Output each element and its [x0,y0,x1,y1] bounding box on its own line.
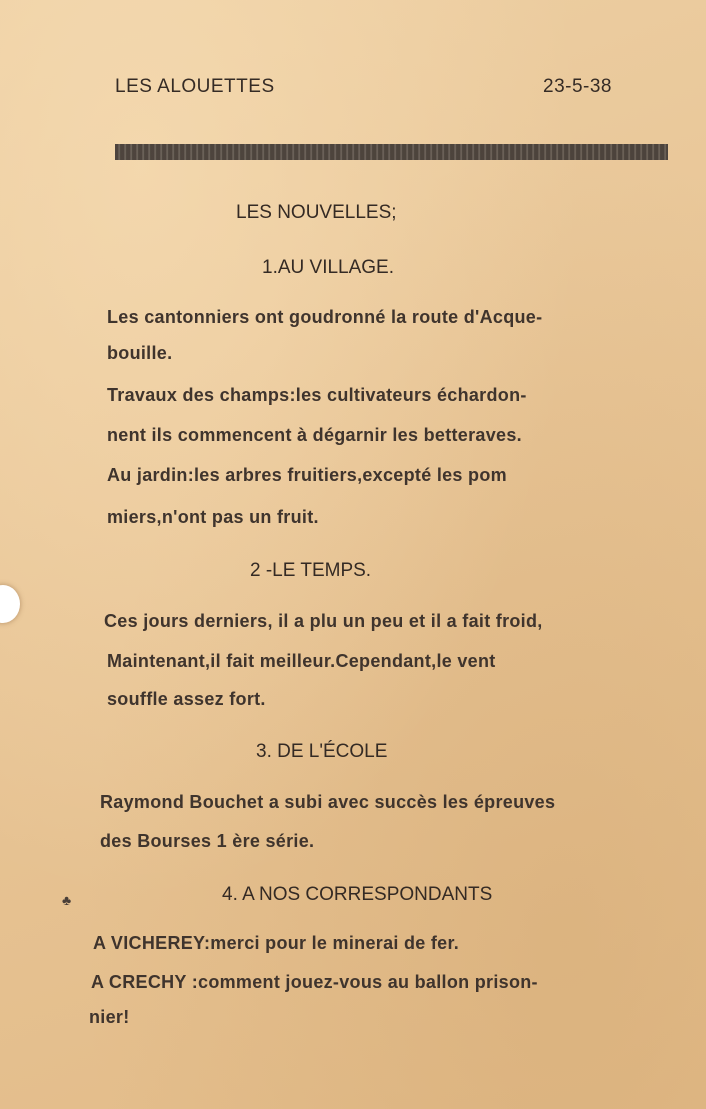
punch-hole [0,585,20,623]
village-line-6: miers,n'ont pas un fruit. [107,507,319,527]
section-heading-correspondants: 4. A NOS CORRESPONDANTS [222,884,493,905]
correspondants-line-2: A CRECHY :comment jouez-vous au ballon prison- [91,972,538,992]
temps-line-2: Maintenant,il fait meilleur.Cependant,le vent [107,651,496,671]
newsletter-title: LES ALOUETTES [115,76,275,97]
correspondants-line-1: A VICHEREY:merci pour le minerai de fer. [93,933,460,953]
village-line-5: Au jardin:les arbres fruitiers,excepté les pom [107,465,507,485]
section-heading-village: 1.AU VILLAGE. [262,257,395,278]
temps-line-1: Ces jours derniers, il a plu un peu et il a fait froid, [104,611,543,631]
margin-mark: ♣ [62,892,72,908]
village-line-2: bouille. [107,343,173,363]
section-heading-temps: 2 -LE TEMPS. [250,560,372,581]
section-heading-ecole: 3. DE L'ÉCOLE [256,741,388,762]
header-rule [115,144,668,160]
temps-line-3: souffle assez fort. [107,689,266,709]
ecole-line-1: Raymond Bouchet a subi avec succès les épreuves [100,792,556,812]
issue-date: 23-5-38 [543,76,612,97]
correspondants-line-3: nier! [89,1007,130,1027]
ecole-line-2: des Bourses 1 ère série. [100,831,315,851]
section-title: LES NOUVELLES; [236,202,397,223]
village-line-1: Les cantonniers ont goudronné la route d'Acque- [107,307,543,327]
village-line-4: nent ils commencent à dégarnir les betteraves. [107,425,522,445]
village-line-3: Travaux des champs:les cultivateurs échardon- [107,385,527,405]
